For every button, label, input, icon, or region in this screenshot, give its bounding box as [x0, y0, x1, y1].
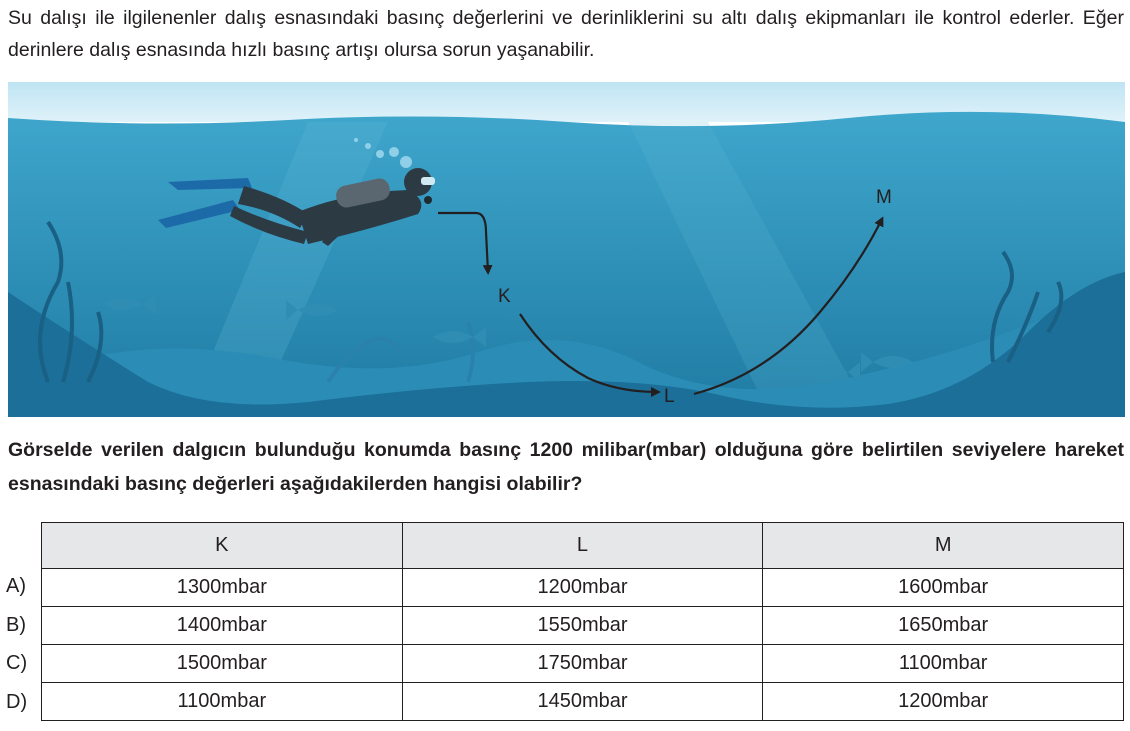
option-d-label[interactable]: D) — [6, 691, 28, 713]
intro-paragraph: Su dalışı ile ilgilenenler dalış esnasındaki basınç değerlerini ve derinliklerini su altı dalış ekipmanları ile kontrol ederler. Eğer derinlere dalış esnasında hızlı basınç artışı olursa sorun yaşanabilir. — [8, 7, 1124, 61]
answer-table — [41, 522, 1124, 721]
underwater-illustration — [8, 82, 1125, 417]
cell-d-k: 1100mbar — [42, 683, 403, 721]
cell-b-m: 1650mbar — [763, 607, 1124, 645]
option-c-label[interactable]: C) — [6, 652, 28, 674]
point-k-label: K — [498, 286, 511, 307]
table-row-a[interactable] — [42, 569, 1124, 607]
cell-c-l: 1750mbar — [402, 645, 763, 683]
table-row-d[interactable] — [42, 683, 1124, 721]
table-header-row — [42, 523, 1124, 569]
table-row-c[interactable] — [42, 645, 1124, 683]
cell-a-k: 1300mbar — [42, 569, 403, 607]
point-l-label: L — [664, 386, 675, 407]
header-k: K — [42, 523, 403, 569]
cell-a-m: 1600mbar — [763, 569, 1124, 607]
cell-c-m: 1100mbar — [763, 645, 1124, 683]
option-b-label[interactable]: B) — [6, 614, 26, 636]
cell-a-l: 1200mbar — [402, 569, 763, 607]
option-a-label[interactable]: A) — [6, 575, 26, 597]
cell-c-k: 1500mbar — [42, 645, 403, 683]
cell-b-k: 1400mbar — [42, 607, 403, 645]
header-l: L — [402, 523, 763, 569]
table-row-b[interactable] — [42, 607, 1124, 645]
question-text: Görselde verilen dalgıcın bulunduğu konumda basınç 1200 milibar(mbar) olduğuna göre belirtilen seviyelere hareket esnasındaki basınç değerleri aşağıdakilerden hangisi olabilir? — [8, 439, 1124, 495]
point-m-label: M — [876, 187, 892, 208]
cell-d-l: 1450mbar — [402, 683, 763, 721]
cell-d-m: 1200mbar — [763, 683, 1124, 721]
underwater-scene-svg — [8, 82, 1125, 417]
header-m: M — [763, 523, 1124, 569]
cell-b-l: 1550mbar — [402, 607, 763, 645]
